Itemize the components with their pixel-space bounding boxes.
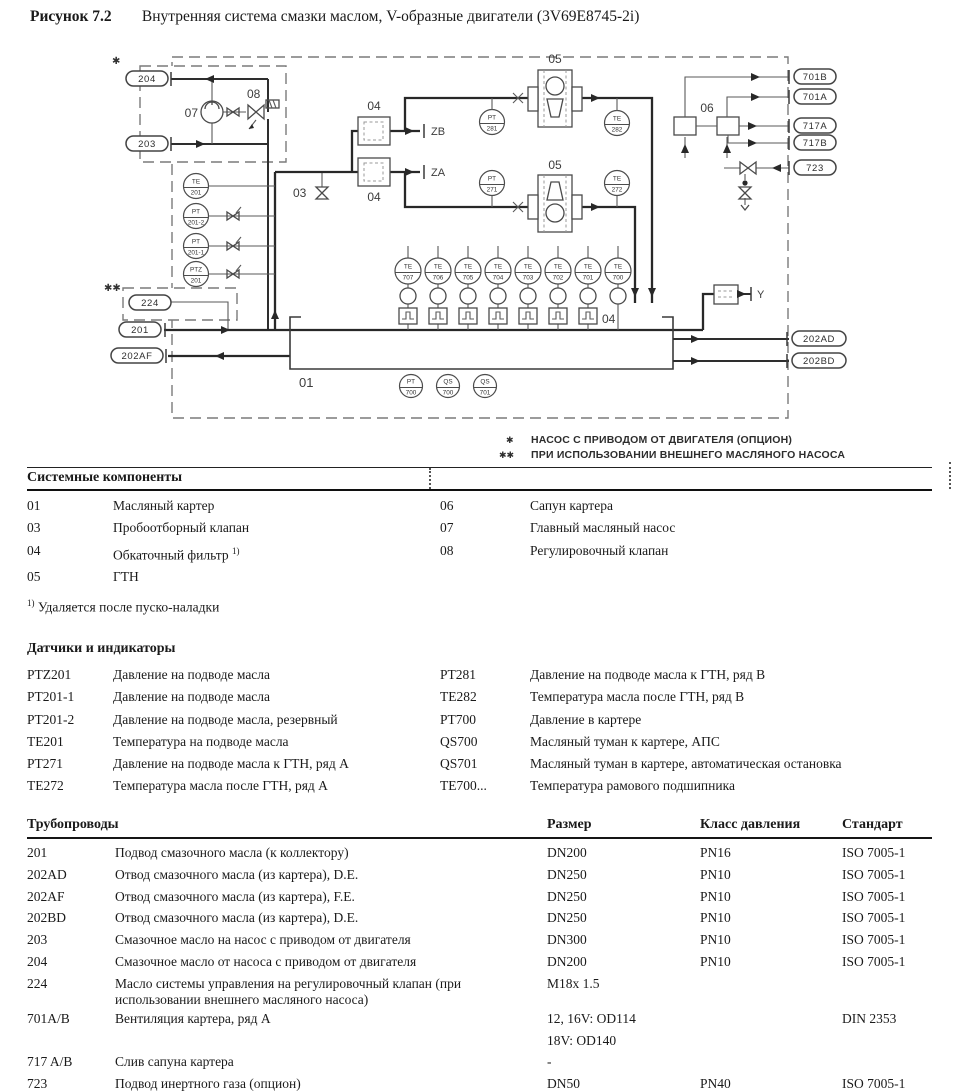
strainer-icon xyxy=(714,285,738,304)
sensor-code: QS700 xyxy=(440,733,478,749)
footnote-ref: 1) xyxy=(231,545,240,556)
figure-title: Внутренняя система смазки маслом, V-образные двигатели (3V69E8745-2i) xyxy=(141,8,640,25)
pipe-standard: DIN 2353 xyxy=(842,1010,897,1026)
svg-text:PT: PT xyxy=(487,175,497,183)
component-04-label: 04 xyxy=(367,190,381,204)
pipe-size: - xyxy=(547,1054,552,1070)
legend-marker: ✱ xyxy=(506,436,514,446)
svg-text:TE: TE xyxy=(612,115,622,123)
sensor-desc: Температура масла после ГТН, ряд B xyxy=(530,689,745,705)
svg-text:717B: 717B xyxy=(802,138,828,149)
pipe-code: 202BD xyxy=(27,910,67,926)
svg-text:703: 703 xyxy=(522,274,534,282)
lube-system-diagram xyxy=(0,40,964,465)
pipe-size: DN250 xyxy=(547,866,587,882)
component-code: 04 xyxy=(27,542,41,558)
piping-row xyxy=(27,886,932,908)
figure-caption xyxy=(30,8,930,26)
pipe-class: PN16 xyxy=(700,845,731,860)
instrument-valve-icons xyxy=(227,212,239,278)
svg-text:TE: TE xyxy=(433,263,443,271)
component-code xyxy=(440,566,530,588)
component-04-label: 04 xyxy=(602,312,616,326)
svg-text:202BD: 202BD xyxy=(802,356,836,367)
component-desc: Главный масляный насос xyxy=(530,520,676,536)
sensor-code: PT201-1 xyxy=(27,689,75,705)
turbocharger-05-b xyxy=(480,52,630,136)
pipe-class: PN10 xyxy=(700,953,731,969)
sensor-bubble-ptz201 xyxy=(184,262,209,287)
pipe-desc: Отвод смазочного масла (из картера), F.E. xyxy=(115,888,355,904)
footnote-text: Удаляется после пуско-наладки xyxy=(37,599,220,615)
svg-text:PTZ: PTZ xyxy=(189,266,203,274)
sensor-bubble-pt271 xyxy=(480,171,505,196)
pipe-joint-icons xyxy=(513,93,523,212)
port-701a xyxy=(794,89,836,104)
component-05-label: 05 xyxy=(548,52,562,66)
filter-icon xyxy=(358,158,390,186)
svg-text:700: 700 xyxy=(612,274,624,282)
asterisk-marker: ✱ xyxy=(112,56,121,67)
sensor-desc: Давление в картере xyxy=(530,711,642,727)
piping-row xyxy=(27,1008,932,1052)
sensor-bubble-pt700 xyxy=(400,375,423,398)
svg-text:TE: TE xyxy=(612,175,622,183)
engine-pump-module xyxy=(112,56,286,162)
component-desc: ГТН xyxy=(113,569,139,585)
piping-row xyxy=(27,842,932,864)
sensor-desc: Масляный туман к картере, АПС xyxy=(530,733,720,749)
svg-text:PT: PT xyxy=(191,238,201,246)
sensor-desc: Давление на подводе масла xyxy=(113,689,271,705)
sensor-code: PT201-2 xyxy=(27,711,75,727)
port-717a xyxy=(794,118,836,133)
sensor-bubble-qs701 xyxy=(474,375,497,398)
crankcase-breather-06 xyxy=(674,69,836,158)
sensor-desc: Масляный туман в картере, автоматическая остановка xyxy=(530,756,842,772)
piping-row xyxy=(27,1073,932,1092)
pipe-standard: ISO 7005-1 xyxy=(842,845,906,860)
svg-text:707: 707 xyxy=(402,274,414,282)
component-04-label: 04 xyxy=(367,99,381,113)
component-desc: Сапун картера xyxy=(530,498,613,513)
port-204 xyxy=(126,71,168,86)
pipe-desc: Подвод смазочного масла (к коллектору) xyxy=(115,845,349,860)
sensor-bubble-te703 xyxy=(515,258,541,284)
piping-header-name: Трубопроводы xyxy=(27,817,119,832)
filter-icon xyxy=(358,117,390,145)
line-label-y: Y xyxy=(757,289,765,301)
port-203 xyxy=(126,136,168,151)
port-202ad xyxy=(792,331,846,346)
pipe-size: 12, 16V: OD114 18V: OD140 xyxy=(547,1010,636,1048)
pipe-standard: ISO 7005-1 xyxy=(842,1076,906,1092)
pipe-code: 717 A/B xyxy=(27,1054,73,1070)
double-asterisk-marker: ✱✱ xyxy=(104,283,121,294)
breather-box-icon xyxy=(717,117,739,135)
svg-text:701B: 701B xyxy=(802,72,828,83)
pipe-standard: ISO 7005-1 xyxy=(842,866,906,882)
component-code: 01 xyxy=(27,498,41,513)
component-03-label: 03 xyxy=(293,186,307,200)
component-desc: Пробоотборный клапан xyxy=(113,520,250,536)
piping-header-standard: Стандарт xyxy=(842,817,903,832)
pipe-desc: Смазочное масло на насос с приводом от двигателя xyxy=(115,932,411,948)
turbocharger-05-a xyxy=(480,158,630,232)
component-08-label: 08 xyxy=(247,87,261,101)
svg-text:TE: TE xyxy=(191,178,201,186)
component-code: 06 xyxy=(440,498,454,513)
svg-text:TE: TE xyxy=(463,263,473,271)
svg-text:PT: PT xyxy=(191,208,201,216)
component-desc xyxy=(530,566,932,588)
piping-row xyxy=(27,907,932,929)
pipe-code: 201 xyxy=(27,845,48,860)
sensor-desc: Температура на подводе масла xyxy=(113,733,289,749)
svg-text:701A: 701A xyxy=(802,92,828,103)
pipe-code: 202AD xyxy=(27,866,67,882)
pipe-desc: Слив сапуна картера xyxy=(115,1054,234,1070)
sensor-bubble-te705 xyxy=(455,258,481,284)
piping-row xyxy=(27,929,932,951)
supply-sensor-column xyxy=(184,174,276,287)
pipe-size: DN200 xyxy=(547,845,587,860)
component-05-label: 05 xyxy=(548,158,562,172)
pipe-class: PN10 xyxy=(700,910,731,926)
component-desc: Обкаточный фильтр $^{1)}$ xyxy=(113,545,240,563)
svg-text:700: 700 xyxy=(442,389,454,397)
svg-text:282: 282 xyxy=(611,126,623,134)
piping-header-row xyxy=(27,817,932,839)
port-202af xyxy=(111,348,163,363)
breather-box-icon xyxy=(674,117,696,135)
component-desc: Регулировочный клапан xyxy=(530,542,669,558)
figure-number: Рисунок 7.2 xyxy=(30,8,112,25)
sensor-code: TE282 xyxy=(440,689,477,705)
pipe-size: DN200 xyxy=(547,953,587,969)
svg-text:204: 204 xyxy=(138,74,156,85)
sensor-bubble-te707 xyxy=(395,258,421,284)
pipe-desc: Подвод инертного газа (опцион) xyxy=(115,1076,301,1092)
svg-text:202AD: 202AD xyxy=(802,334,836,345)
piping-rows xyxy=(27,839,932,1092)
piping-row xyxy=(27,1051,932,1073)
pipe-class: PN10 xyxy=(700,888,731,904)
sensor-bubble-te282 xyxy=(605,111,630,136)
footnote-marker: 1) xyxy=(27,598,35,608)
line-label-za: ZA xyxy=(431,167,446,179)
pipe-code: 203 xyxy=(27,932,48,948)
piping-header-class: Класс давления xyxy=(700,817,801,832)
piping-row xyxy=(27,864,932,886)
svg-text:201-2: 201-2 xyxy=(187,219,205,227)
sensor-desc: Давление на подводе масла к ГТН, ряд B xyxy=(530,667,766,682)
svg-text:TE: TE xyxy=(553,263,563,271)
port-723 xyxy=(794,160,836,175)
svg-text:701: 701 xyxy=(582,274,594,282)
sensor-code: TE201 xyxy=(27,733,64,749)
port-717b xyxy=(794,135,836,150)
sensor-code: PT700 xyxy=(440,711,477,727)
sensor-bubble-te704 xyxy=(485,258,511,284)
pipe-code: 723 xyxy=(27,1076,48,1092)
port-701b xyxy=(794,69,836,84)
components-section xyxy=(27,467,932,589)
pipe-size: M18x 1.5 xyxy=(547,975,600,991)
pipe-code: 204 xyxy=(27,953,48,969)
svg-text:202AF: 202AF xyxy=(121,351,153,362)
component-desc: Масляный картер xyxy=(113,498,215,513)
sensor-bubble-te702 xyxy=(545,258,571,284)
pipe-standard: ISO 7005-1 xyxy=(842,888,906,904)
pipe-class: PN40 xyxy=(700,1076,731,1092)
svg-text:717A: 717A xyxy=(802,121,828,132)
sensor-code: TE700... xyxy=(440,778,487,794)
sensor-code: QS701 xyxy=(440,756,478,772)
diagram-legend xyxy=(499,434,845,461)
port-201 xyxy=(119,322,161,337)
sensor-bubble-pt201-1 xyxy=(184,234,209,259)
svg-text:272: 272 xyxy=(611,186,623,194)
svg-text:723: 723 xyxy=(806,163,824,174)
pipe-desc: Смазочное масло от насоса с приводом от двигателя xyxy=(115,953,417,969)
svg-text:TE: TE xyxy=(493,263,503,271)
pipe-class: PN10 xyxy=(700,866,731,882)
sensor-desc: Давление на подводе масла xyxy=(113,667,271,682)
sampling-valve-03 xyxy=(293,172,328,200)
svg-text:PT: PT xyxy=(487,114,497,122)
bearing-sensors xyxy=(395,246,631,330)
pipe-size: DN250 xyxy=(547,910,587,926)
svg-text:201-1: 201-1 xyxy=(187,249,205,257)
component-code: 03 xyxy=(27,520,41,536)
pipe-standard: ISO 7005-1 xyxy=(842,932,906,948)
svg-text:201: 201 xyxy=(190,189,202,197)
svg-text:705: 705 xyxy=(462,274,474,282)
sensor-code: PT281 xyxy=(440,667,477,682)
svg-text:TE: TE xyxy=(523,263,533,271)
sensor-desc: Давление на подводе масла к ГТН, ряд А xyxy=(113,756,349,772)
pipe-code: 701A/B xyxy=(27,1010,70,1026)
svg-text:201: 201 xyxy=(131,325,149,336)
pipe-standard: ISO 7005-1 xyxy=(842,953,906,969)
run-in-filters-04 xyxy=(358,99,390,204)
components-rows xyxy=(27,491,932,589)
sensor-desc: Давление на подводе масла, резервный xyxy=(113,711,338,727)
component-01-label: 01 xyxy=(299,375,314,390)
pipe-size: DN250 xyxy=(547,888,587,904)
svg-text:706: 706 xyxy=(432,274,444,282)
sensor-bubble-te272 xyxy=(605,171,630,196)
svg-text:PT: PT xyxy=(406,378,416,386)
svg-text:702: 702 xyxy=(552,274,564,282)
svg-text:203: 203 xyxy=(138,139,156,150)
sensor-bubble-te201 xyxy=(184,174,209,199)
svg-text:TE: TE xyxy=(403,263,413,271)
component-code: 07 xyxy=(440,520,454,536)
component-code: 05 xyxy=(27,569,41,585)
component-07-label: 07 xyxy=(184,106,198,120)
components-header: Системные компоненты xyxy=(27,467,932,491)
sensor-bubble-pt201-2 xyxy=(184,204,209,229)
sensor-desc: Температура рамового подшипника xyxy=(530,778,735,794)
pipe-class: PN10 xyxy=(700,932,731,948)
pipe-desc: Отвод смазочного масла (из картера), D.E. xyxy=(115,910,359,926)
svg-text:224: 224 xyxy=(141,298,159,309)
footnote xyxy=(27,598,932,616)
piping-row xyxy=(27,973,932,1008)
component-code: 08 xyxy=(440,542,454,558)
sensor-bubble-pt281 xyxy=(480,110,505,135)
sensors-rows xyxy=(27,657,932,798)
sensor-bubble-te701 xyxy=(575,258,601,284)
sensor-bubble-te706 xyxy=(425,258,451,284)
svg-text:QS: QS xyxy=(480,378,490,386)
svg-text:704: 704 xyxy=(492,274,504,282)
drain-valve-icon xyxy=(739,187,751,199)
sensor-code: PTZ201 xyxy=(27,667,72,682)
port-224 xyxy=(129,295,171,310)
svg-text:281: 281 xyxy=(486,125,498,133)
legend-marker: ✱✱ xyxy=(499,451,515,461)
pipe-desc: Масло системы управления на регулировочный клапан (при использовании внешнего масляного насоса) xyxy=(115,975,462,1007)
svg-text:700: 700 xyxy=(405,389,417,397)
svg-text:271: 271 xyxy=(486,186,498,194)
y-strainer-outlet xyxy=(714,285,765,304)
svg-text:701: 701 xyxy=(479,389,491,397)
svg-text:TE: TE xyxy=(583,263,593,271)
line-label-zb: ZB xyxy=(431,126,446,138)
sensor-code: TE272 xyxy=(27,778,64,794)
sensor-desc: Температура масла после ГТН, ряд А xyxy=(113,778,328,794)
pipe-desc: Вентиляция картера, ряд A xyxy=(115,1010,271,1026)
port-202bd xyxy=(792,353,846,368)
piping-header-size: Размер xyxy=(547,817,592,832)
svg-text:QS: QS xyxy=(443,378,453,386)
sensors-header: Датчики и индикаторы xyxy=(27,641,176,656)
shutoff-valve-icon xyxy=(740,162,756,174)
svg-text:TE: TE xyxy=(613,263,623,271)
inert-gas-inlet-723 xyxy=(724,160,836,210)
legend-text: НАСОС С ПРИВОДОМ ОТ ДВИГАТЕЛЯ (ОПЦИОН) xyxy=(531,434,793,446)
piping-row xyxy=(27,951,932,973)
dotted-separator xyxy=(949,462,951,489)
pipe-standard: ISO 7005-1 xyxy=(842,910,906,926)
pipe-desc: Отвод смазочного масла (из картера), D.E. xyxy=(115,866,359,882)
pipe-code: 224 xyxy=(27,975,48,991)
component-06-label: 06 xyxy=(700,101,714,115)
pipe-size: DN300 xyxy=(547,932,587,948)
sensors-section xyxy=(27,641,932,798)
pipe-code: 202AF xyxy=(27,888,65,904)
svg-text:201: 201 xyxy=(190,277,202,285)
sensor-bubble-qs700 xyxy=(437,375,460,398)
legend-text: ПРИ ИСПОЛЬЗОВАНИИ ВНЕШНЕГО МАСЛЯНОГО НАСОСА xyxy=(531,449,846,461)
sensor-bubble-te700 xyxy=(605,258,631,284)
piping-section xyxy=(27,817,932,1092)
sensor-code: PT271 xyxy=(27,756,64,772)
pipe-size: DN50 xyxy=(547,1076,580,1092)
